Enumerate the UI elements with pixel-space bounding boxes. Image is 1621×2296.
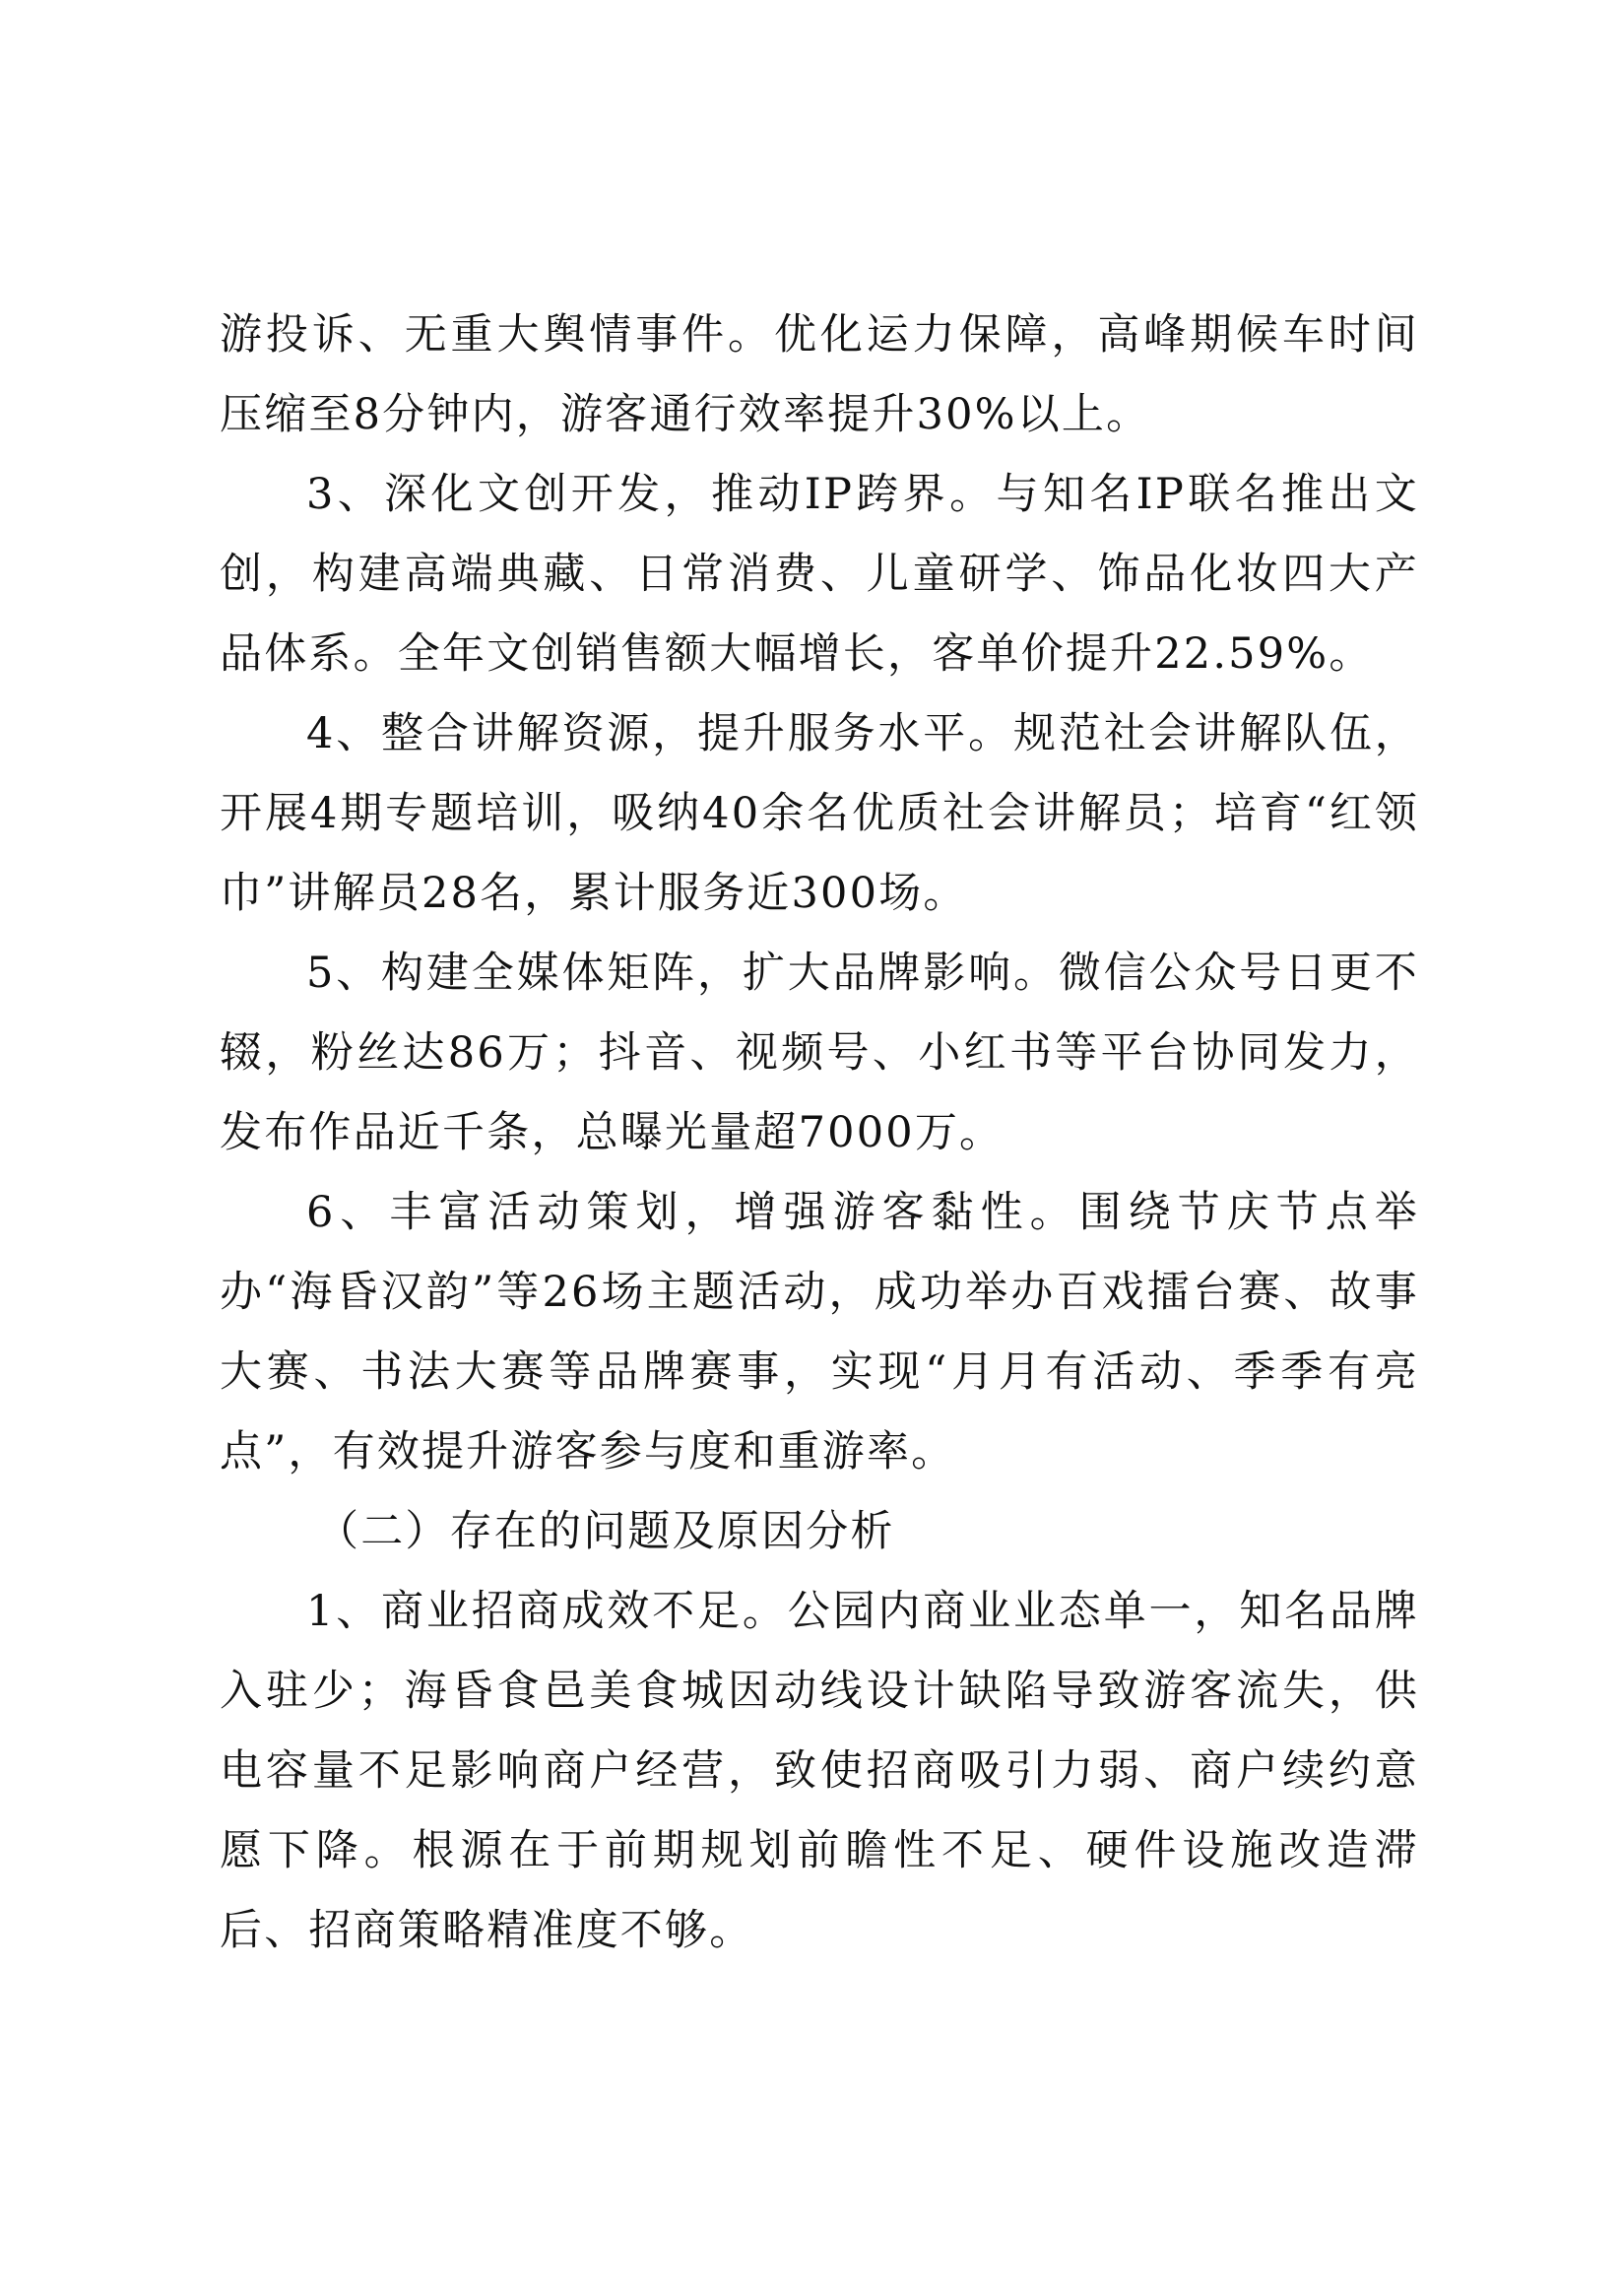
paragraph-media-matrix: 5、构建全媒体矩阵，扩大品牌影响。微信公众号日更不辍，粉丝达86万；抖音、视频号、小红书等平台协同发力，发布作品近千条，总曝光量超7000万。: [220, 949, 1419, 1157]
paragraph-commercial-investment: 1、商业招商成效不足。公园内商业业态单一，知名品牌入驻少；海昏食邑美食城因动线设计缺陷导致游客流失，供电容量不足影响商户经营，致使招商吸引力弱、商户续约意愿下降。根源在于前期规划前瞻性不足、硬件设施改造滞后、招商策略精准度不够。: [220, 1587, 1419, 1955]
paragraph-continuation: 游投诉、无重大舆情事件。优化运力保障，高峰期候车时间压缩至8分钟内，游客通行效率提升30%以上。: [220, 310, 1419, 439]
paragraph-guide-resources: 4、整合讲解资源，提升服务水平。规范社会讲解队伍，开展4期专题培训，吸纳40余名优质社会讲解员；培育“红领巾”讲解员28名，累计服务近300场。: [220, 709, 1419, 918]
paragraph-activity-planning: 6、丰富活动策划，增强游客黏性。围绕节庆节点举办“海昏汉韵”等26场主题活动，成功举办百戏擂台赛、故事大赛、书法大赛等品牌赛事，实现“月月有活动、季季有亮点”，有效提升游客参与度和重游率。: [220, 1188, 1419, 1476]
document-body: [220, 295, 1419, 1971]
section-heading: （二）存在的问题及原因分析: [316, 1507, 895, 1556]
paragraph-cultural-creative: 3、深化文创开发，推动IP跨界。与知名IP联名推出文创，构建高端典藏、日常消费、儿童研学、饰品化妆四大产品体系。全年文创销售额大幅增长，客单价提升22.59%。: [220, 470, 1419, 679]
